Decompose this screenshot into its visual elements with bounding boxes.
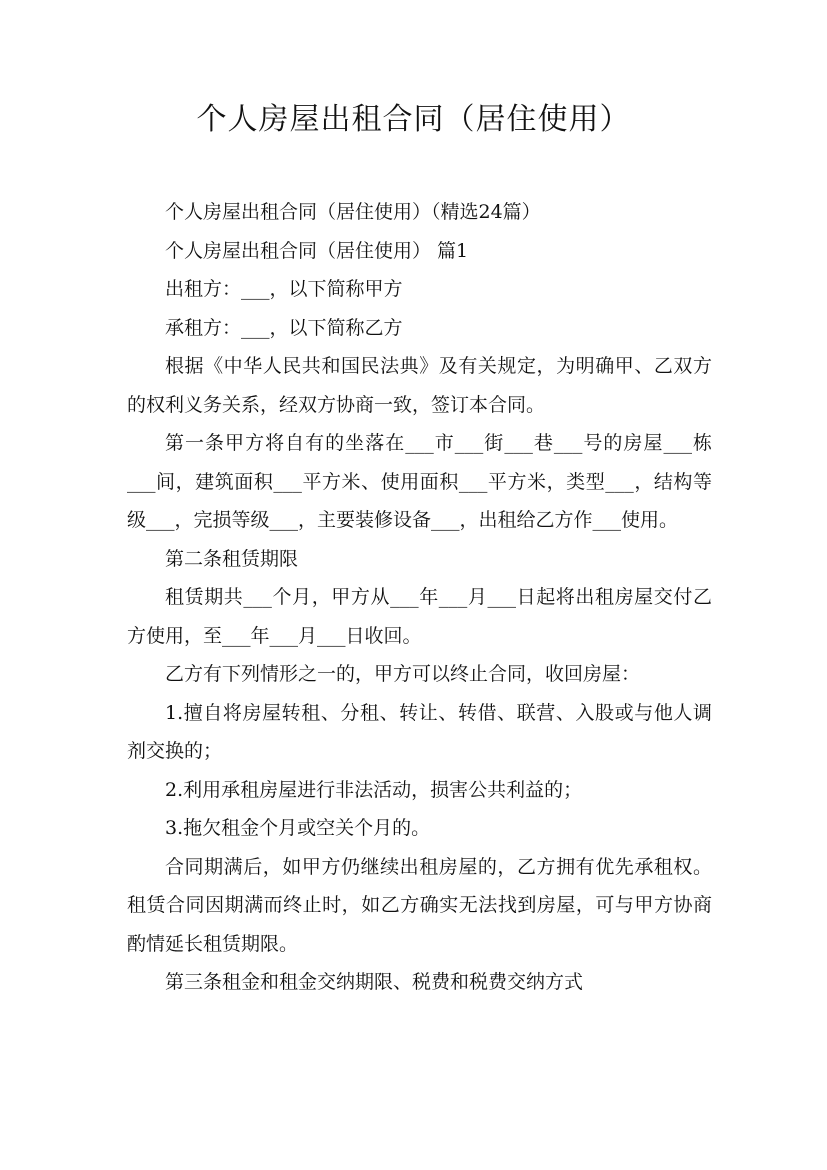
paragraph-clause-3-heading: 第三条租金和租金交纳期限、税费和税费交纳方式 xyxy=(165,971,584,993)
paragraph-lessee: 承租方：___，以下简称乙方 xyxy=(165,316,403,339)
paragraph-article-heading: 个人房屋出租合同（居住使用） 篇1 xyxy=(165,239,469,262)
paragraph-lease-term: 租赁期共___个月，甲方从___年___月___日起将出租房屋交付乙方使用，至___年___月___日收回。 xyxy=(127,586,712,647)
paragraph-lessor: 出租方：___，以下简称甲方 xyxy=(165,278,403,300)
paragraph-clause-2-heading: 第二条租赁期限 xyxy=(165,547,299,570)
paragraph-termination-item-2: 2.利用承租房屋进行非法活动，损害公共利益的； xyxy=(165,778,583,801)
document-title: 个人房屋出租合同（居住使用） xyxy=(196,102,631,137)
paragraph-termination-intro: 乙方有下列情形之一的，甲方可以终止合同，收回房屋： xyxy=(165,663,641,685)
paragraph-termination-item-3: 3.拖欠租金个月或空关个月的。 xyxy=(165,817,431,839)
paragraph-renewal: 合同期满后，如甲方仍继续出租房屋的，乙方拥有优先承租权。 租赁合同因期满而终止时，如乙方确实无法找到房屋，可与甲方协商酌情延长租赁期限。 xyxy=(127,855,712,955)
document-body xyxy=(127,193,712,1002)
paragraph-subtitle: 个人房屋出租合同（居住使用）（精选24篇） xyxy=(165,201,541,223)
paragraph-preamble: 根据《中华人民共和国民法典》及有关规定，为明确甲、乙双方的权利义务关系，经双方协商一致，签订本合同。 xyxy=(127,355,712,416)
paragraph-termination-item-1: 1.擅自将房屋转租、分租、转让、转借、联营、入股或与他人调剂交换的； xyxy=(127,701,712,762)
paragraph-clause-1: 第一条甲方将自有的坐落在___市___街___巷___号的房屋___栋___间，建筑面积___平方米、使用面积___平方米，类型___，结构等级___，完损等级___，主要装修设备___，出租给乙方作___使用。 xyxy=(127,432,712,531)
